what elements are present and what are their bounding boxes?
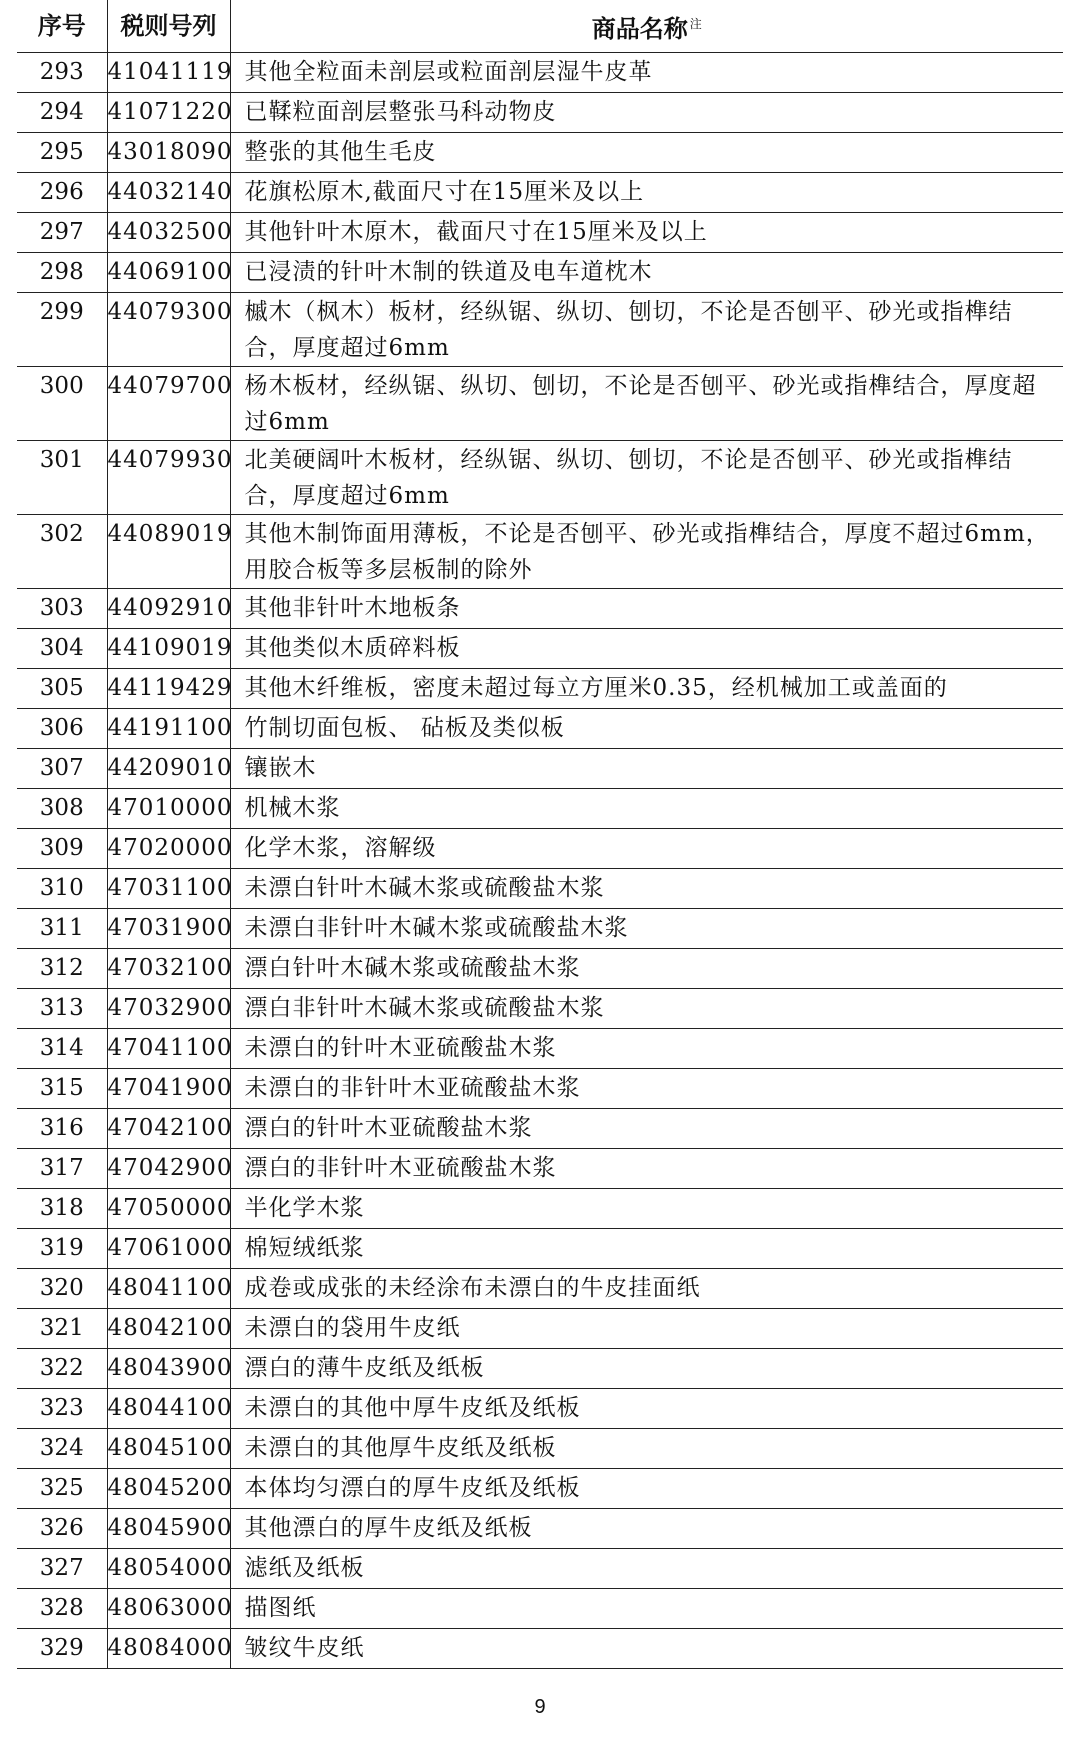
row-name: 化学木浆，溶解级 xyxy=(230,829,1063,869)
row-no: 301 xyxy=(17,441,107,515)
row-code: 47061000 xyxy=(107,1229,230,1269)
row-name: 其他木制饰面用薄板，不论是否刨平、砂光或指榫结合，厚度不超过6mm，用胶合板等多层板制的除外 xyxy=(230,515,1063,589)
row-no: 312 xyxy=(17,949,107,989)
table-row xyxy=(17,1389,1063,1429)
row-code: 47042100 xyxy=(107,1109,230,1149)
row-name: 半化学木浆 xyxy=(230,1189,1063,1229)
table-row xyxy=(17,1269,1063,1309)
row-name: 漂白的薄牛皮纸及纸板 xyxy=(230,1349,1063,1389)
row-code: 44092910 xyxy=(107,589,230,629)
row-name: 未漂白的非针叶木亚硫酸盐木浆 xyxy=(230,1069,1063,1109)
row-no: 314 xyxy=(17,1029,107,1069)
row-no: 295 xyxy=(17,133,107,173)
row-no: 326 xyxy=(17,1509,107,1549)
table-row xyxy=(17,1029,1063,1069)
row-code: 47032900 xyxy=(107,989,230,1029)
row-no: 298 xyxy=(17,253,107,293)
row-code: 47020000 xyxy=(107,829,230,869)
row-code: 44079700 xyxy=(107,367,230,441)
row-no: 322 xyxy=(17,1349,107,1389)
row-code: 48084000 xyxy=(107,1629,230,1669)
row-no: 324 xyxy=(17,1429,107,1469)
header-name-label: 商品名称 xyxy=(591,14,688,43)
row-code: 44119429 xyxy=(107,669,230,709)
row-name: 北美硬阔叶木板材，经纵锯、纵切、刨切，不论是否刨平、砂光或指榫结合，厚度超过6mm xyxy=(230,441,1063,515)
row-code: 41041119 xyxy=(107,53,230,93)
row-name: 未漂白非针叶木碱木浆或硫酸盐木浆 xyxy=(230,909,1063,949)
row-code: 44079930 xyxy=(107,441,230,515)
table-row xyxy=(17,869,1063,909)
table-row xyxy=(17,1629,1063,1669)
row-code: 47010000 xyxy=(107,789,230,829)
table-row xyxy=(17,989,1063,1029)
row-code: 41071220 xyxy=(107,93,230,133)
row-code: 44109019 xyxy=(107,629,230,669)
row-name: 机械木浆 xyxy=(230,789,1063,829)
row-code: 48044100 xyxy=(107,1389,230,1429)
page-number: 9 xyxy=(534,1696,546,1718)
row-no: 293 xyxy=(17,53,107,93)
tariff-table xyxy=(17,0,1063,1669)
row-code: 47041900 xyxy=(107,1069,230,1109)
row-name: 漂白的非针叶木亚硫酸盐木浆 xyxy=(230,1149,1063,1189)
row-code: 44032500 xyxy=(107,213,230,253)
table-row xyxy=(17,1549,1063,1589)
table-row xyxy=(17,1149,1063,1189)
table-row xyxy=(17,829,1063,869)
row-name: 其他木纤维板，密度未超过每立方厘米0.35，经机械加工或盖面的 xyxy=(230,669,1063,709)
table-row xyxy=(17,589,1063,629)
row-name: 其他针叶木原木，截面尺寸在15厘米及以上 xyxy=(230,213,1063,253)
row-code: 44079300 xyxy=(107,293,230,367)
row-no: 316 xyxy=(17,1109,107,1149)
row-name: 未漂白的其他中厚牛皮纸及纸板 xyxy=(230,1389,1063,1429)
table-row xyxy=(17,1109,1063,1149)
row-code: 47031100 xyxy=(107,869,230,909)
row-name: 未漂白的其他厚牛皮纸及纸板 xyxy=(230,1429,1063,1469)
row-code: 48041100 xyxy=(107,1269,230,1309)
row-no: 321 xyxy=(17,1309,107,1349)
table-row xyxy=(17,367,1063,441)
table-row xyxy=(17,1469,1063,1509)
row-name: 成卷或成张的未经涂布未漂白的牛皮挂面纸 xyxy=(230,1269,1063,1309)
row-name: 槭木（枫木）板材，经纵锯、纵切、刨切，不论是否刨平、砂光或指榫结合，厚度超过6mm xyxy=(230,293,1063,367)
row-name: 花旗松原木,截面尺寸在15厘米及以上 xyxy=(230,173,1063,213)
row-no: 308 xyxy=(17,789,107,829)
row-code: 47032100 xyxy=(107,949,230,989)
row-no: 294 xyxy=(17,93,107,133)
row-name: 漂白针叶木碱木浆或硫酸盐木浆 xyxy=(230,949,1063,989)
row-name: 整张的其他生毛皮 xyxy=(230,133,1063,173)
table-row xyxy=(17,1349,1063,1389)
row-code: 47050000 xyxy=(107,1189,230,1229)
table-row xyxy=(17,1069,1063,1109)
row-name: 未漂白针叶木碱木浆或硫酸盐木浆 xyxy=(230,869,1063,909)
table-row xyxy=(17,909,1063,949)
table-row xyxy=(17,749,1063,789)
row-code: 48042100 xyxy=(107,1309,230,1349)
row-name: 未漂白的袋用牛皮纸 xyxy=(230,1309,1063,1349)
row-code: 44089019 xyxy=(107,515,230,589)
row-no: 318 xyxy=(17,1189,107,1229)
header-name xyxy=(230,0,1063,53)
table-header-row xyxy=(17,0,1063,53)
table-row xyxy=(17,789,1063,829)
table-row xyxy=(17,133,1063,173)
row-code: 47031900 xyxy=(107,909,230,949)
row-no: 305 xyxy=(17,669,107,709)
row-no: 317 xyxy=(17,1149,107,1189)
table-row xyxy=(17,1509,1063,1549)
row-no: 315 xyxy=(17,1069,107,1109)
row-code: 48045100 xyxy=(107,1429,230,1469)
row-code: 48054000 xyxy=(107,1549,230,1589)
row-name: 杨木板材，经纵锯、纵切、刨切，不论是否刨平、砂光或指榫结合，厚度超过6mm xyxy=(230,367,1063,441)
header-no: 序号 xyxy=(17,0,107,53)
row-code: 47042900 xyxy=(107,1149,230,1189)
row-no: 304 xyxy=(17,629,107,669)
row-code: 44032140 xyxy=(107,173,230,213)
row-code: 47041100 xyxy=(107,1029,230,1069)
table-row xyxy=(17,93,1063,133)
table-row xyxy=(17,253,1063,293)
row-code: 43018090 xyxy=(107,133,230,173)
row-no: 303 xyxy=(17,589,107,629)
row-name: 已鞣粒面剖层整张马科动物皮 xyxy=(230,93,1063,133)
row-no: 323 xyxy=(17,1389,107,1429)
table-row xyxy=(17,53,1063,93)
row-no: 329 xyxy=(17,1629,107,1669)
table-row xyxy=(17,1189,1063,1229)
row-no: 313 xyxy=(17,989,107,1029)
row-name: 滤纸及纸板 xyxy=(230,1549,1063,1589)
table-row xyxy=(17,293,1063,367)
row-name: 漂白的针叶木亚硫酸盐木浆 xyxy=(230,1109,1063,1149)
row-name: 漂白非针叶木碱木浆或硫酸盐木浆 xyxy=(230,989,1063,1029)
row-name: 竹制切面包板、 砧板及类似板 xyxy=(230,709,1063,749)
table-row xyxy=(17,441,1063,515)
row-code: 44069100 xyxy=(107,253,230,293)
row-name: 其他类似木质碎料板 xyxy=(230,629,1063,669)
header-code: 税则号列 xyxy=(107,0,230,53)
row-name: 本体均匀漂白的厚牛皮纸及纸板 xyxy=(230,1469,1063,1509)
row-name: 皱纹牛皮纸 xyxy=(230,1629,1063,1669)
row-no: 320 xyxy=(17,1269,107,1309)
row-no: 327 xyxy=(17,1549,107,1589)
row-no: 300 xyxy=(17,367,107,441)
row-no: 325 xyxy=(17,1469,107,1509)
row-code: 48043900 xyxy=(107,1349,230,1389)
row-name: 棉短绒纸浆 xyxy=(230,1229,1063,1269)
table-row xyxy=(17,1309,1063,1349)
row-no: 302 xyxy=(17,515,107,589)
table-row xyxy=(17,1229,1063,1269)
row-no: 296 xyxy=(17,173,107,213)
table-row xyxy=(17,213,1063,253)
table-row xyxy=(17,629,1063,669)
row-name: 镶嵌木 xyxy=(230,749,1063,789)
table-row xyxy=(17,709,1063,749)
row-no: 309 xyxy=(17,829,107,869)
row-name: 其他漂白的厚牛皮纸及纸板 xyxy=(230,1509,1063,1549)
row-no: 311 xyxy=(17,909,107,949)
row-no: 328 xyxy=(17,1589,107,1629)
row-no: 310 xyxy=(17,869,107,909)
row-code: 44191100 xyxy=(107,709,230,749)
row-code: 48063000 xyxy=(107,1589,230,1629)
row-no: 299 xyxy=(17,293,107,367)
header-name-note: 注 xyxy=(689,16,702,31)
table-row xyxy=(17,949,1063,989)
row-name: 描图纸 xyxy=(230,1589,1063,1629)
row-no: 319 xyxy=(17,1229,107,1269)
row-code: 48045200 xyxy=(107,1469,230,1509)
table-row xyxy=(17,1429,1063,1469)
row-name: 其他全粒面未剖层或粒面剖层湿牛皮革 xyxy=(230,53,1063,93)
row-code: 48045900 xyxy=(107,1509,230,1549)
table-body xyxy=(17,53,1063,1669)
table-row xyxy=(17,1589,1063,1629)
row-name: 未漂白的针叶木亚硫酸盐木浆 xyxy=(230,1029,1063,1069)
row-code: 44209010 xyxy=(107,749,230,789)
table-row xyxy=(17,173,1063,213)
row-no: 297 xyxy=(17,213,107,253)
table-row xyxy=(17,515,1063,589)
row-name: 已浸渍的针叶木制的铁道及电车道枕木 xyxy=(230,253,1063,293)
row-no: 307 xyxy=(17,749,107,789)
table-row xyxy=(17,669,1063,709)
row-no: 306 xyxy=(17,709,107,749)
row-name: 其他非针叶木地板条 xyxy=(230,589,1063,629)
